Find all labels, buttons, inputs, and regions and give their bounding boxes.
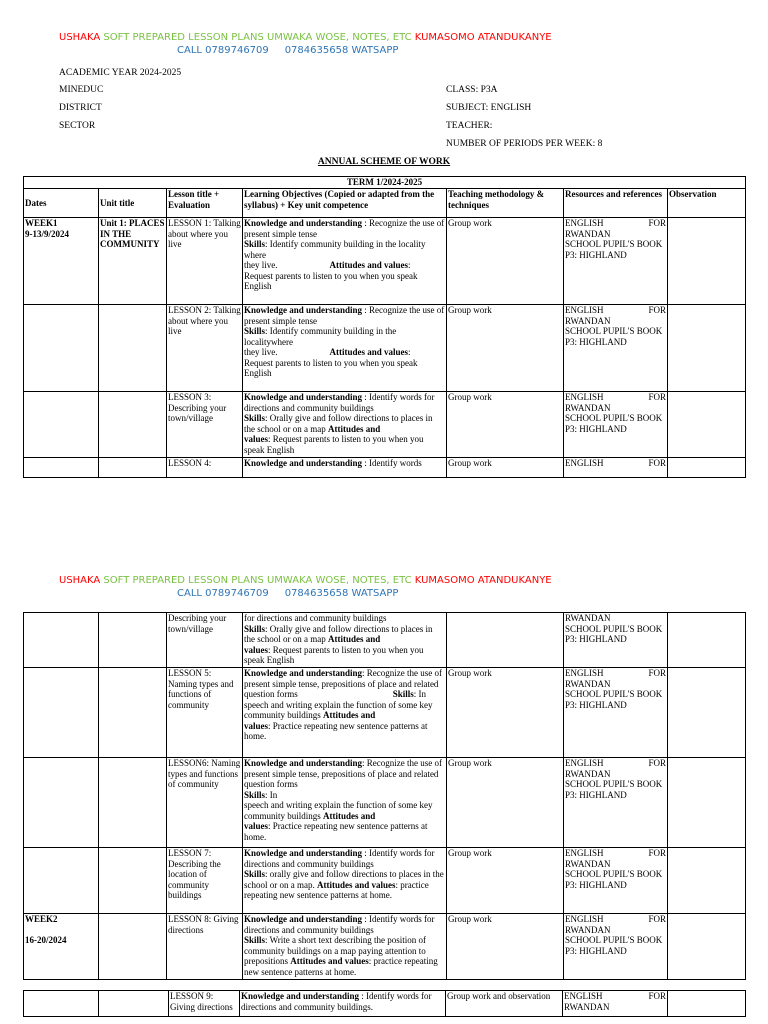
- resources-cell: ENGLISH FOR RWANDAN SCHOOL PUPIL'S BOOK P3: HIGHLAND: [564, 914, 668, 980]
- lesson-title: LESSON 3: Describing your town/village: [167, 392, 243, 458]
- table-row: [24, 668, 746, 758]
- resources-cell: ENGLISH FOR RWANDAN SCHOOL PUPIL'S BOOK P3: HIGHLAND: [564, 668, 668, 758]
- observation-cell: [668, 991, 746, 1017]
- objectives-cell: Knowledge and understanding: Recognize the use of present simple tense, prepositions of place and related question forms Skills: In speech and writing explain the function of some key community buildings Attitudes and values: Practice repeating new sentence patterns at home.: [243, 758, 447, 848]
- lesson-title: LESSON 8: Giving directions: [167, 914, 243, 980]
- lesson-title: LESSON 2: Talking about where you live: [167, 305, 243, 392]
- table-row: [24, 458, 746, 478]
- table-row: [24, 991, 746, 1017]
- lesson-title: LESSON 4:: [167, 458, 243, 478]
- method-cell: Group work and observation: [446, 991, 563, 1017]
- table-row: [24, 392, 746, 458]
- resources-cell: ENGLISH FOR: [564, 458, 668, 478]
- method-cell: Group work: [447, 668, 564, 758]
- method-cell: Group work: [447, 914, 564, 980]
- resources-cell: ENGLISH FOR RWANDAN: [563, 991, 668, 1017]
- col-observation: Observation: [668, 189, 746, 218]
- table-row: [24, 848, 746, 914]
- col-lesson: Lesson title + Evaluation: [167, 189, 243, 218]
- table-row: [24, 305, 746, 392]
- observation-cell: [668, 914, 746, 980]
- lesson-title: LESSON 9: Giving directions: [169, 991, 240, 1017]
- resources-cell: ENGLISH FOR RWANDAN SCHOOL PUPIL'S BOOK P3: HIGHLAND: [564, 305, 668, 392]
- col-resources: Resources and references: [564, 189, 668, 218]
- scheme-table-page2-next: [23, 990, 746, 1017]
- lesson-title: LESSON 7: Describing the location of community buildings: [167, 848, 243, 914]
- observation-cell: [668, 848, 746, 914]
- periods-label: NUMBER OF PERIODS PER WEEK: 8: [446, 139, 603, 149]
- subject-label: SUBJECT: ENGLISH: [446, 103, 532, 113]
- table-row: [24, 613, 746, 668]
- observation-cell: [668, 305, 746, 392]
- sector-label: SECTOR: [59, 121, 96, 131]
- lesson-title: LESSON 1: Talking about where you live: [167, 218, 243, 305]
- scheme-table-page2: [23, 612, 746, 980]
- week-cell: WEEK2 16-20/2024: [24, 914, 99, 980]
- method-cell: Group work: [447, 848, 564, 914]
- objectives-cell: Knowledge and understanding : Identify words for directions and community buildings.: [240, 991, 446, 1017]
- academic-year: ACADEMIC YEAR 2024-2025: [59, 68, 182, 78]
- objectives-cell: Knowledge and understanding : Identify words for directions and community buildings Skills: Orally give and follow directions to places in the school or on a map Attitudes and values: Request parents to listen to you when you speak English: [243, 392, 447, 458]
- mineduc-label: MINEDUC: [59, 85, 104, 95]
- unit-cell: Unit 1: PLACES IN THE COMMUNITY: [99, 218, 167, 305]
- method-cell: Group work: [447, 305, 564, 392]
- observation-cell: [668, 758, 746, 848]
- class-label: CLASS: P3A: [446, 85, 498, 95]
- method-cell: Group work: [447, 218, 564, 305]
- col-method: Teaching methodology & techniques: [447, 189, 564, 218]
- observation-cell: [668, 668, 746, 758]
- lesson-title: LESSON6: Naming types and functions of community: [167, 758, 243, 848]
- objectives-cell: Knowledge and understanding : Recognize the use of present simple tense Skills: Identify community building in the localitywhere they live. Attitudes and values: Request parents to listen to you when you speak English: [243, 305, 447, 392]
- resources-cell: ENGLISH FOR RWANDAN SCHOOL PUPIL'S BOOK P3: HIGHLAND: [564, 848, 668, 914]
- table-row: [24, 758, 746, 848]
- method-cell: Group work: [447, 392, 564, 458]
- method-cell: Group work: [447, 758, 564, 848]
- scheme-table-page1: [23, 176, 746, 478]
- teacher-label: TEACHER:: [446, 121, 493, 131]
- week-cell: WEEK1 9-13/9/2024: [24, 218, 99, 305]
- objectives-cell: Knowledge and understanding : Identify words for directions and community buildings Skills: orally give and follow directions to places in the school or on a map. Attitudes and values: practice repeating new sentence patterns at home.: [243, 848, 447, 914]
- col-objectives: Learning Objectives (Copied or adapted from the syllabus) + Key unit competence: [243, 189, 447, 218]
- resources-cell: ENGLISH FOR RWANDAN SCHOOL PUPIL'S BOOK P3: HIGHLAND: [564, 392, 668, 458]
- objectives-cell: Knowledge and understanding: Recognize the use of present simple tense, prepositions of place and related question forms Skills: In speech and writing explain the function of some key community buildings Attitudes and values: Practice repeating new sentence patterns at home.: [243, 668, 447, 758]
- table-row: [24, 218, 746, 305]
- objectives-cell: Knowledge and understanding : Recognize the use of present simple tense Skills: Identify community building in the locality where they live. Attitudes and values: Request parents to listen to you when you speak English: [243, 218, 447, 305]
- observation-cell: [668, 392, 746, 458]
- observation-cell: [668, 218, 746, 305]
- resources-cell: ENGLISH FOR RWANDAN SCHOOL PUPIL'S BOOK P3: HIGHLAND: [564, 218, 668, 305]
- method-cell: Group work: [447, 458, 564, 478]
- resources-cell: ENGLISH FOR RWANDAN SCHOOL PUPIL'S BOOK P3: HIGHLAND: [564, 758, 668, 848]
- observation-cell: [668, 613, 746, 668]
- header-row: [24, 189, 746, 218]
- lesson-title: Describing your town/village: [167, 613, 243, 668]
- term-heading: TERM 1/2024-2025: [24, 177, 746, 189]
- objectives-cell: for directions and community buildings Skills: Orally give and follow directions to places in the school or on a map Attitudes and values: Request parents to listen to you when you speak English: [243, 613, 447, 668]
- observation-cell: [668, 458, 746, 478]
- col-unit: Unit title: [99, 189, 167, 218]
- table-row: [24, 914, 746, 980]
- document-title: ANNUAL SCHEME OF WORK: [317, 157, 451, 167]
- lesson-title: LESSON 5: Naming types and functions of community: [167, 668, 243, 758]
- resources-cell: RWANDAN SCHOOL PUPIL'S BOOK P3: HIGHLAND: [564, 613, 668, 668]
- col-dates: Dates: [24, 189, 99, 218]
- objectives-cell: Knowledge and understanding : Identify words: [243, 458, 447, 478]
- district-label: DISTRICT: [59, 103, 102, 113]
- objectives-cell: Knowledge and understanding : Identify words for directions and community buildings Skills: Write a short text describing the position of community buildings on a map paying attention to prepositions Attitudes and values: practice repeating new sentence patterns at home.: [243, 914, 447, 980]
